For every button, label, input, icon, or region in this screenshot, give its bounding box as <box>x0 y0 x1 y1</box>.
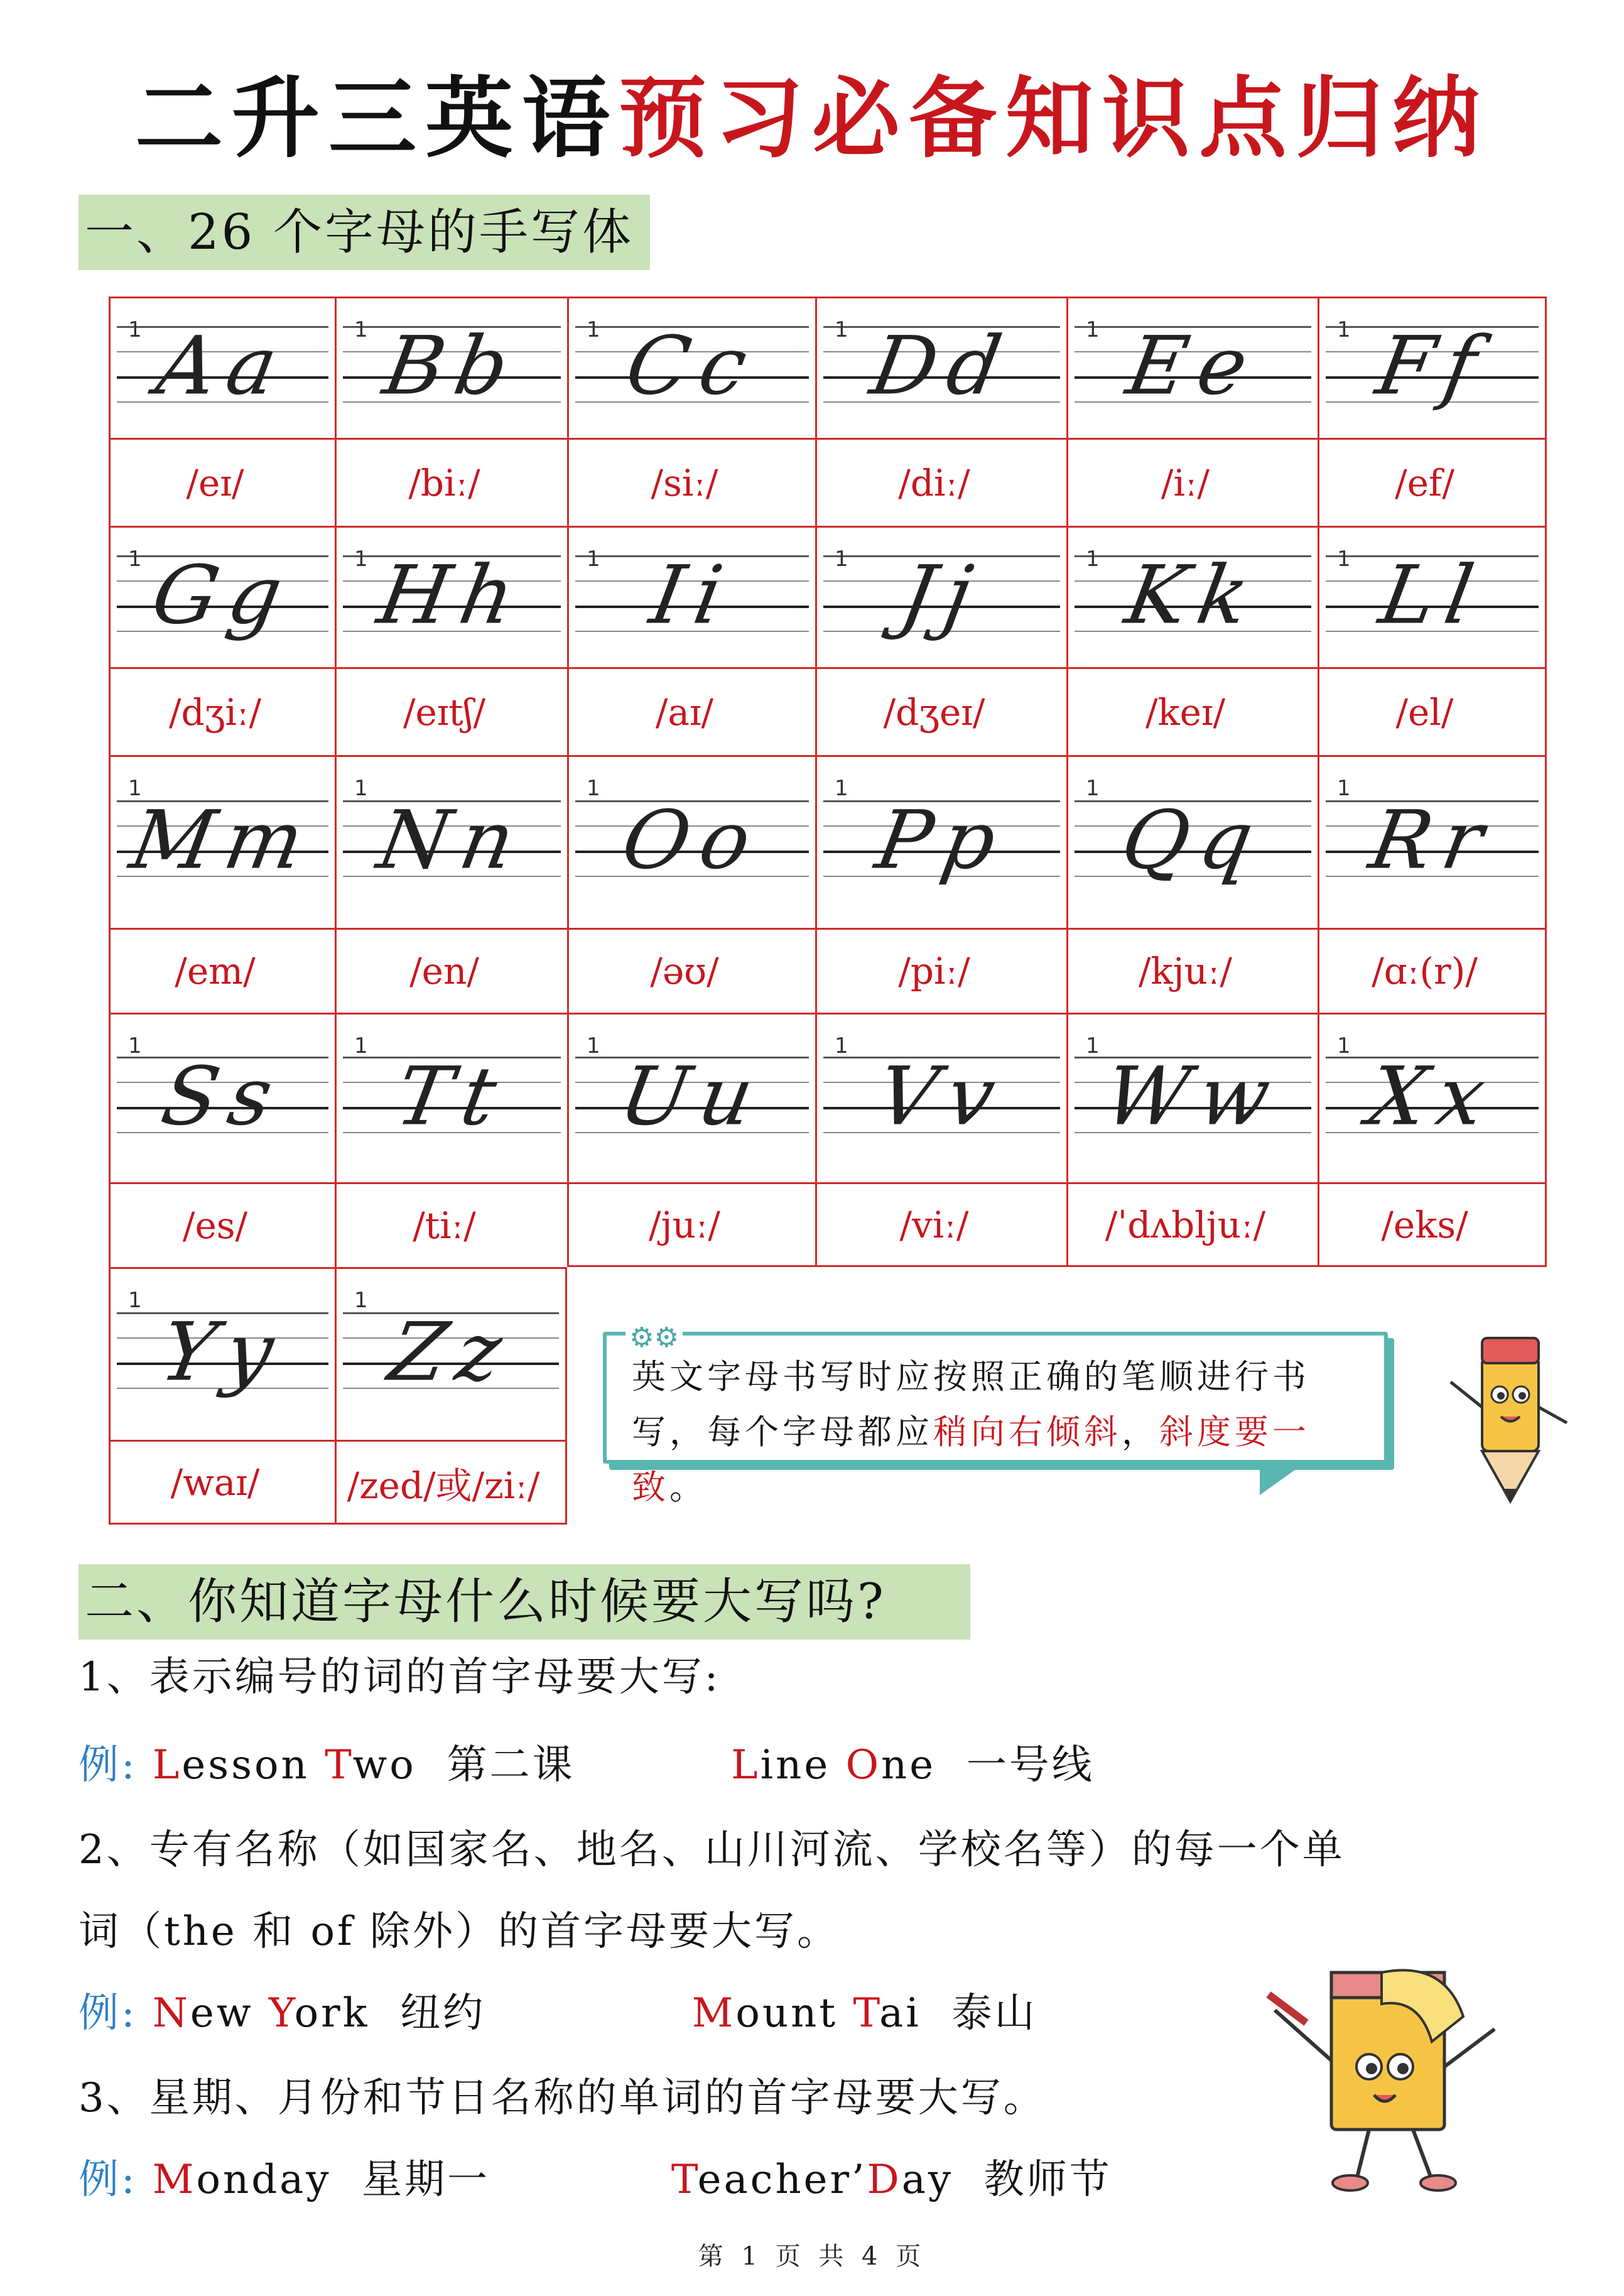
phonetic-text: /es/ <box>182 1204 248 1247</box>
stroke-order-number: 1 <box>587 317 600 342</box>
handwriting-cell <box>815 755 1066 928</box>
handwriting-cell <box>815 297 1066 438</box>
phonetic-cell <box>1318 667 1547 755</box>
letter-pair: Ff <box>1370 319 1495 413</box>
rule-2-line2: 词（the 和 of 除外）的首字母要大写。 <box>78 1908 840 1955</box>
stroke-order-number: 1 <box>1086 547 1100 572</box>
handwriting-cell <box>815 1013 1066 1182</box>
phonetic-cell <box>1066 928 1318 1013</box>
letter-pair: Dd <box>864 319 1020 413</box>
phonetic-cell <box>815 667 1066 755</box>
pencil-mascot-icon <box>1438 1313 1576 1508</box>
letter-pair: Yy <box>154 1305 292 1400</box>
letter-pair: Aa <box>150 319 296 413</box>
letter-pair: Zz <box>382 1305 520 1400</box>
letter-pair: Nn <box>371 793 533 888</box>
handwriting-cell <box>109 1013 335 1182</box>
page-title <box>0 60 1624 179</box>
letter-pair: Ss <box>154 1049 291 1143</box>
phonetic-text: /eɪtʃ/ <box>403 690 485 734</box>
phonetic-text: /ef/ <box>1395 461 1454 504</box>
handwriting-cell <box>567 1013 815 1182</box>
rule-1: 1、表示编号的词的首字母要大写: <box>78 1654 721 1700</box>
handwriting-cell <box>109 1267 335 1440</box>
stroke-order-number: 1 <box>128 317 142 342</box>
letter-pair: Ii <box>644 548 740 643</box>
phonetic-text: /viː/ <box>899 1203 969 1246</box>
rule-2-line1: 2、专有名称（如国家名、地名、山川河流、学校名等）的每一个单 <box>78 1827 1345 1873</box>
stroke-order-number: 1 <box>835 317 848 342</box>
phonetic-text: /tiː/ <box>413 1204 476 1247</box>
phonetic-cell <box>335 438 567 526</box>
stroke-order-number: 1 <box>354 317 368 342</box>
gear-icon: ⚙⚙ <box>625 1322 683 1354</box>
handwriting-cell <box>109 755 335 928</box>
phonetic-text: /kjuː/ <box>1138 950 1233 993</box>
phonetic-cell <box>1318 438 1547 526</box>
stroke-order-number: 1 <box>1337 776 1351 801</box>
phonetic-cell <box>1318 928 1547 1013</box>
handwriting-cell <box>335 1013 567 1182</box>
stroke-order-number: 1 <box>1337 317 1351 342</box>
handwriting-cell <box>109 526 335 667</box>
section2-heading: 二、你知道字母什么时候要大写吗? <box>78 1564 970 1640</box>
handwriting-cell <box>335 297 567 438</box>
phonetic-text: /dʒeɪ/ <box>883 690 985 734</box>
stroke-order-number: 1 <box>1086 317 1100 342</box>
letter-pair: Oo <box>615 793 769 888</box>
stroke-order-number: 1 <box>354 547 368 572</box>
page-footer: 第 1 页 共 4 页 <box>698 2242 926 2271</box>
phonetic-cell <box>815 438 1066 526</box>
phonetic-cell <box>1066 1182 1318 1267</box>
handwriting-cell <box>567 755 815 928</box>
phonetic-cell <box>815 928 1066 1013</box>
phonetic-cell <box>567 928 815 1013</box>
phonetic-text: /em/ <box>175 950 256 993</box>
section1-heading: 一、26 个字母的手写体 <box>78 195 650 270</box>
stroke-order-number: 1 <box>1086 1033 1100 1058</box>
phonetic-text: /piː/ <box>898 950 970 993</box>
handwriting-cell <box>815 526 1066 667</box>
phonetic-cell <box>109 928 335 1013</box>
phonetic-cell <box>335 1182 567 1267</box>
phonetic-cell <box>109 1182 335 1267</box>
phonetic-text: /ˈdʌbljuː/ <box>1105 1203 1266 1246</box>
handwriting-cell <box>1318 526 1547 667</box>
phonetic-cell <box>1066 438 1318 526</box>
phonetic-text: /waɪ/ <box>170 1461 260 1504</box>
stroke-order-number: 1 <box>1337 1033 1351 1058</box>
letter-pair: Bb <box>377 319 527 413</box>
example-2: 例: New York 纽约 Mount Tai 泰山 <box>78 1990 1037 2037</box>
stroke-order-number: 1 <box>835 1033 848 1058</box>
letter-pair: Kk <box>1118 548 1267 643</box>
handwriting-cell <box>335 1267 567 1440</box>
handwriting-cell <box>335 755 567 928</box>
handwriting-cell <box>1318 297 1547 438</box>
phonetic-text: /eks/ <box>1381 1203 1468 1246</box>
notebook-mascot-icon <box>1256 1935 1520 2199</box>
title-black: 二升三英语 <box>134 68 619 170</box>
letter-pair: Gg <box>145 548 300 643</box>
phonetic-text: /əʊ/ <box>650 950 719 993</box>
letter-pair: Cc <box>619 319 766 413</box>
letter-pair: Xx <box>1361 1049 1503 1143</box>
phonetic-text: /juː/ <box>649 1203 720 1246</box>
phonetic-cell <box>109 438 335 526</box>
letter-pair: Hh <box>371 548 533 643</box>
phonetic-cell <box>335 1440 567 1525</box>
handwriting-cell <box>1066 1013 1318 1182</box>
stroke-order-number: 1 <box>587 1033 600 1058</box>
stroke-order-number: 1 <box>354 776 368 801</box>
stroke-order-number: 1 <box>354 1033 368 1058</box>
handwriting-cell <box>1318 1013 1547 1182</box>
letter-pair: Tt <box>389 1049 515 1143</box>
phonetic-text: /aɪ/ <box>655 690 714 734</box>
letter-pair: Ww <box>1097 1049 1289 1143</box>
handwriting-cell <box>1066 526 1318 667</box>
letter-pair: Ee <box>1120 319 1266 413</box>
stroke-order-number: 1 <box>835 547 848 572</box>
example-1: 例: Lesson Two 第二课 Line One 一号线 <box>78 1742 1095 1788</box>
phonetic-text: /ɑː(r)/ <box>1372 950 1478 993</box>
letter-pair: Qq <box>1115 793 1272 888</box>
phonetic-cell <box>335 928 567 1013</box>
handwriting-cell <box>567 526 815 667</box>
title-red: 预习必备知识点归纳 <box>619 68 1490 170</box>
phonetic-cell <box>567 438 815 526</box>
phonetic-text: /en/ <box>409 950 479 993</box>
handwriting-cell <box>1318 755 1547 928</box>
handwriting-cell <box>109 297 335 438</box>
handwriting-cell <box>1066 755 1318 928</box>
example-3: 例: Monday 星期一 Teacher’Day 教师节 <box>78 2157 1112 2203</box>
phonetic-text: /siː/ <box>651 461 718 504</box>
phonetic-cell <box>1318 1182 1547 1267</box>
stroke-order-number: 1 <box>128 1033 142 1058</box>
letter-pair: Mm <box>124 793 322 888</box>
phonetic-text: /zed/或/ziː/ <box>347 1464 540 1507</box>
phonetic-cell <box>109 667 335 755</box>
letter-pair: Uu <box>612 1049 772 1143</box>
phonetic-cell <box>109 1440 335 1525</box>
stroke-order-number: 1 <box>128 776 142 801</box>
letter-pair: Vv <box>870 1049 1014 1143</box>
handwriting-cell <box>1066 297 1318 438</box>
phonetic-text: /iː/ <box>1161 461 1210 504</box>
handwriting-cell <box>335 526 567 667</box>
phonetic-cell <box>567 667 815 755</box>
phonetic-cell <box>815 1182 1066 1267</box>
phonetic-text: /eɪ/ <box>186 461 244 504</box>
phonetic-cell <box>1066 667 1318 755</box>
handwriting-cell <box>567 297 815 438</box>
phonetic-text: /diː/ <box>898 461 970 504</box>
stroke-order-number: 1 <box>835 776 848 801</box>
stroke-order-number: 1 <box>128 547 142 572</box>
letter-pair: Rr <box>1363 793 1502 888</box>
letter-pair: Ll <box>1373 548 1491 643</box>
stroke-order-number: 1 <box>354 1288 368 1313</box>
speech-tail <box>1260 1464 1304 1495</box>
phonetic-text: /el/ <box>1395 690 1454 734</box>
phonetic-text: /biː/ <box>408 461 480 504</box>
writing-tip-text: 英文字母书写时应按照正确的笔顺进行书 写，每个字母都应稍向右倾斜，斜度要一致。 <box>632 1357 1310 1507</box>
phonetic-cell <box>335 667 567 755</box>
phonetic-cell <box>567 1182 815 1267</box>
stroke-order-number: 1 <box>128 1288 142 1313</box>
stroke-order-number: 1 <box>1337 547 1351 572</box>
letter-pair: Pp <box>869 793 1014 888</box>
stroke-order-number: 1 <box>587 547 600 572</box>
letter-pair: Jj <box>893 548 990 643</box>
phonetic-text: /dʒiː/ <box>168 690 262 734</box>
stroke-order-number: 1 <box>587 776 600 801</box>
writing-tip-box <box>603 1322 1388 1507</box>
phonetic-text: /keɪ/ <box>1145 690 1226 734</box>
rule-3: 3、星期、月份和节日名称的单词的首字母要大写。 <box>78 2075 1046 2121</box>
stroke-order-number: 1 <box>1086 776 1100 801</box>
